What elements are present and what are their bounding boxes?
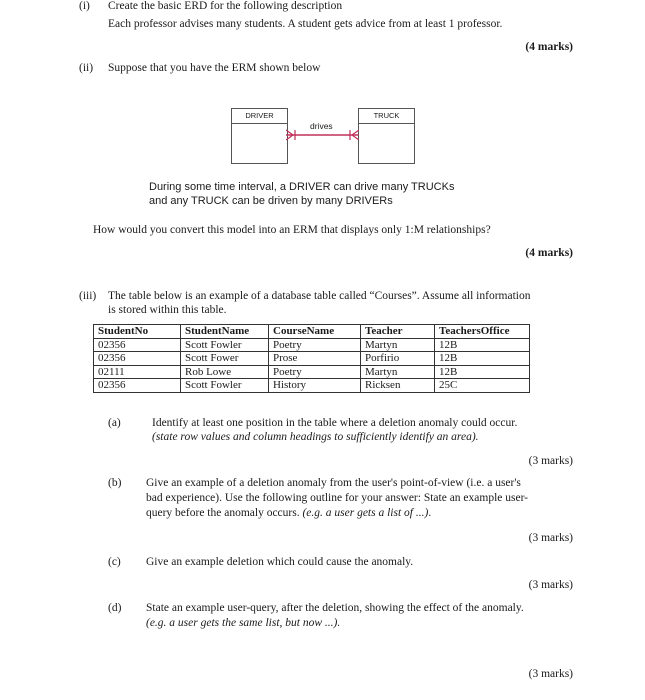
table-cell: 02111 [94,365,181,379]
column-header: CourseName [269,325,361,339]
part-d-marks: (3 marks) [528,668,573,680]
erm-caption-line-1: During some time interval, a DRIVER can drive many TRUCKs [149,181,455,193]
column-header: StudentName [181,325,269,339]
table-cell: Martyn [361,365,435,379]
table-cell: 12B [435,352,530,366]
table-cell: Prose [269,352,361,366]
part-b-line-3-end: . [428,507,432,519]
part-b-line-3 [146,507,431,519]
part-c-marks: (3 marks) [528,579,573,591]
question-1-number: (i) [79,0,90,12]
part-d-line-2: (e.g. a user gets the same list, but now ...). [146,617,341,629]
question-3-intro-line-2: is stored within this table. [108,304,227,316]
part-c-label: (c) [108,556,121,568]
part-a-line-2: (state row values and column headings to sufficiently identify an area). [152,431,479,443]
table-cell: Porfirio [361,352,435,366]
table-row [94,365,530,379]
table-cell: 25C [435,379,530,393]
table-cell: Martyn [361,338,435,352]
table-cell: Rob Lowe [181,365,269,379]
entity-truck [358,108,415,164]
table-cell: History [269,379,361,393]
question-1-description: Each professor advises many students. A student gets advice from at least 1 professor. [108,18,503,30]
question-2-intro: Suppose that you have the ERM shown below [108,62,321,74]
question-2-question: How would you convert this model into an ERM that displays only 1:M relationships? [93,224,491,236]
table-cell: 12B [435,338,530,352]
table-row [94,379,530,393]
question-3-intro-line-1: The table below is an example of a database table called “Courses”. Assume all information [108,290,531,302]
column-header: Teacher [361,325,435,339]
table-cell: Ricksen [361,379,435,393]
table-cell: Poetry [269,365,361,379]
part-c-line-1: Give an example deletion which could cause the anomaly. [146,556,414,568]
entity-truck-name: TRUCK [359,109,414,124]
table-cell: 12B [435,365,530,379]
part-a-label: (a) [108,417,121,429]
part-a-line-1: Identify at least one position in the table where a deletion anomaly could occur. [152,417,518,429]
question-2-number: (ii) [79,62,94,74]
table-cell: Scott Fowler [181,338,269,352]
part-a-marks: (3 marks) [528,455,573,467]
erm-caption-line-2: and any TRUCK can be driven by many DRIVERs [149,195,393,207]
relationship-label: drives [310,121,333,131]
entity-driver-name: DRIVER [232,109,287,124]
table-row [94,338,530,352]
part-b-label: (b) [108,477,122,489]
question-1-marks: (4 marks) [525,41,573,53]
part-d-label: (d) [108,602,122,614]
table-header-row [94,325,530,339]
part-b-example: (e.g. a user gets a list of ...) [302,507,429,519]
part-b-line-2: bad experience). Use the following outline for your answer: State an example user- [146,492,529,504]
table-cell: Scott Fowler [181,379,269,393]
courses-table [93,324,530,393]
column-header: TeachersOffice [435,325,530,339]
question-3-number: (iii) [79,290,97,302]
table-cell: 02356 [94,338,181,352]
table-cell: Scott Fower [181,352,269,366]
part-d-line-1: State an example user-query, after the deletion, showing the effect of the anomaly. [146,602,524,614]
question-1-title: Create the basic ERD for the following description [108,0,343,12]
part-b-line-1: Give an example of a deletion anomaly from the user's point-of-view (i.e. a user's [146,477,521,489]
table-cell: 02356 [94,379,181,393]
part-b-marks: (3 marks) [528,532,573,544]
table-row [94,352,530,366]
part-b-line-3-text: query before the anomaly occurs. [146,507,303,519]
entity-driver [231,108,288,164]
column-header: StudentNo [94,325,181,339]
question-2-marks: (4 marks) [525,247,573,259]
table-cell: Poetry [269,338,361,352]
table-cell: 02356 [94,352,181,366]
